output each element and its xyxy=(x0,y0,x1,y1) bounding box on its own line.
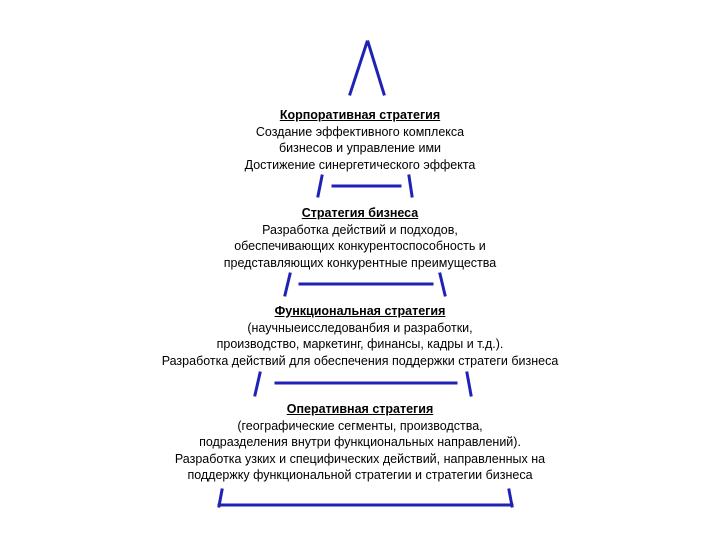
tier-text-line: Разработка действий и подходов, xyxy=(262,222,458,237)
tier-text-line: поддержку функциональной стратегии и стратегии бизнеса xyxy=(187,468,533,482)
separator-3-right-edge xyxy=(467,373,471,395)
separator-3-left-edge xyxy=(255,373,260,395)
tier-operational-strategy xyxy=(0,401,720,484)
tier-text-line: обеспечивающих конкурентоспособность и xyxy=(234,239,486,253)
tier-text-line: Разработка узких и специфических действий, направленных на xyxy=(174,451,546,466)
tier-functional-strategy xyxy=(0,303,720,369)
tier-business-strategy xyxy=(0,205,720,271)
tier-title: Стратегия бизнеса xyxy=(301,206,419,220)
tier-text-line: (научныеисследованбия и разработки, xyxy=(247,320,473,335)
tier-text-line: производство, маркетинг, финансы, кадры и т.д.). xyxy=(216,337,504,351)
tier-title: Корпоративная стратегия xyxy=(279,108,441,122)
tier-text-line: бизнесов и управление ими xyxy=(278,141,442,155)
separator-2-right-edge xyxy=(440,274,445,295)
tier-title: Оперативная стратегия xyxy=(286,402,434,416)
apex-left-edge xyxy=(350,42,367,94)
tier-text-line: (географические сегменты, производства, xyxy=(237,418,483,433)
separator-1-left-edge xyxy=(318,176,322,196)
tier-text-line: представляющих конкурентные преимущества xyxy=(223,255,497,270)
tier-text-line: Разработка действий для обеспечения поддержки стратеги бизнеса xyxy=(161,353,559,368)
tier-text-line: Создание эффективного комплекса xyxy=(255,124,465,139)
tier-text-line: подразделения внутри функциональных направлений). xyxy=(199,435,521,449)
apex-right-edge xyxy=(368,42,384,94)
tier-title: Функциональная стратегия xyxy=(274,304,446,318)
tier-text-line: Достижение синергетического эффекта xyxy=(244,157,476,172)
separator-1-right-edge xyxy=(409,176,412,196)
tier-corporate-strategy xyxy=(0,107,720,173)
separator-2-left-edge xyxy=(285,274,290,295)
